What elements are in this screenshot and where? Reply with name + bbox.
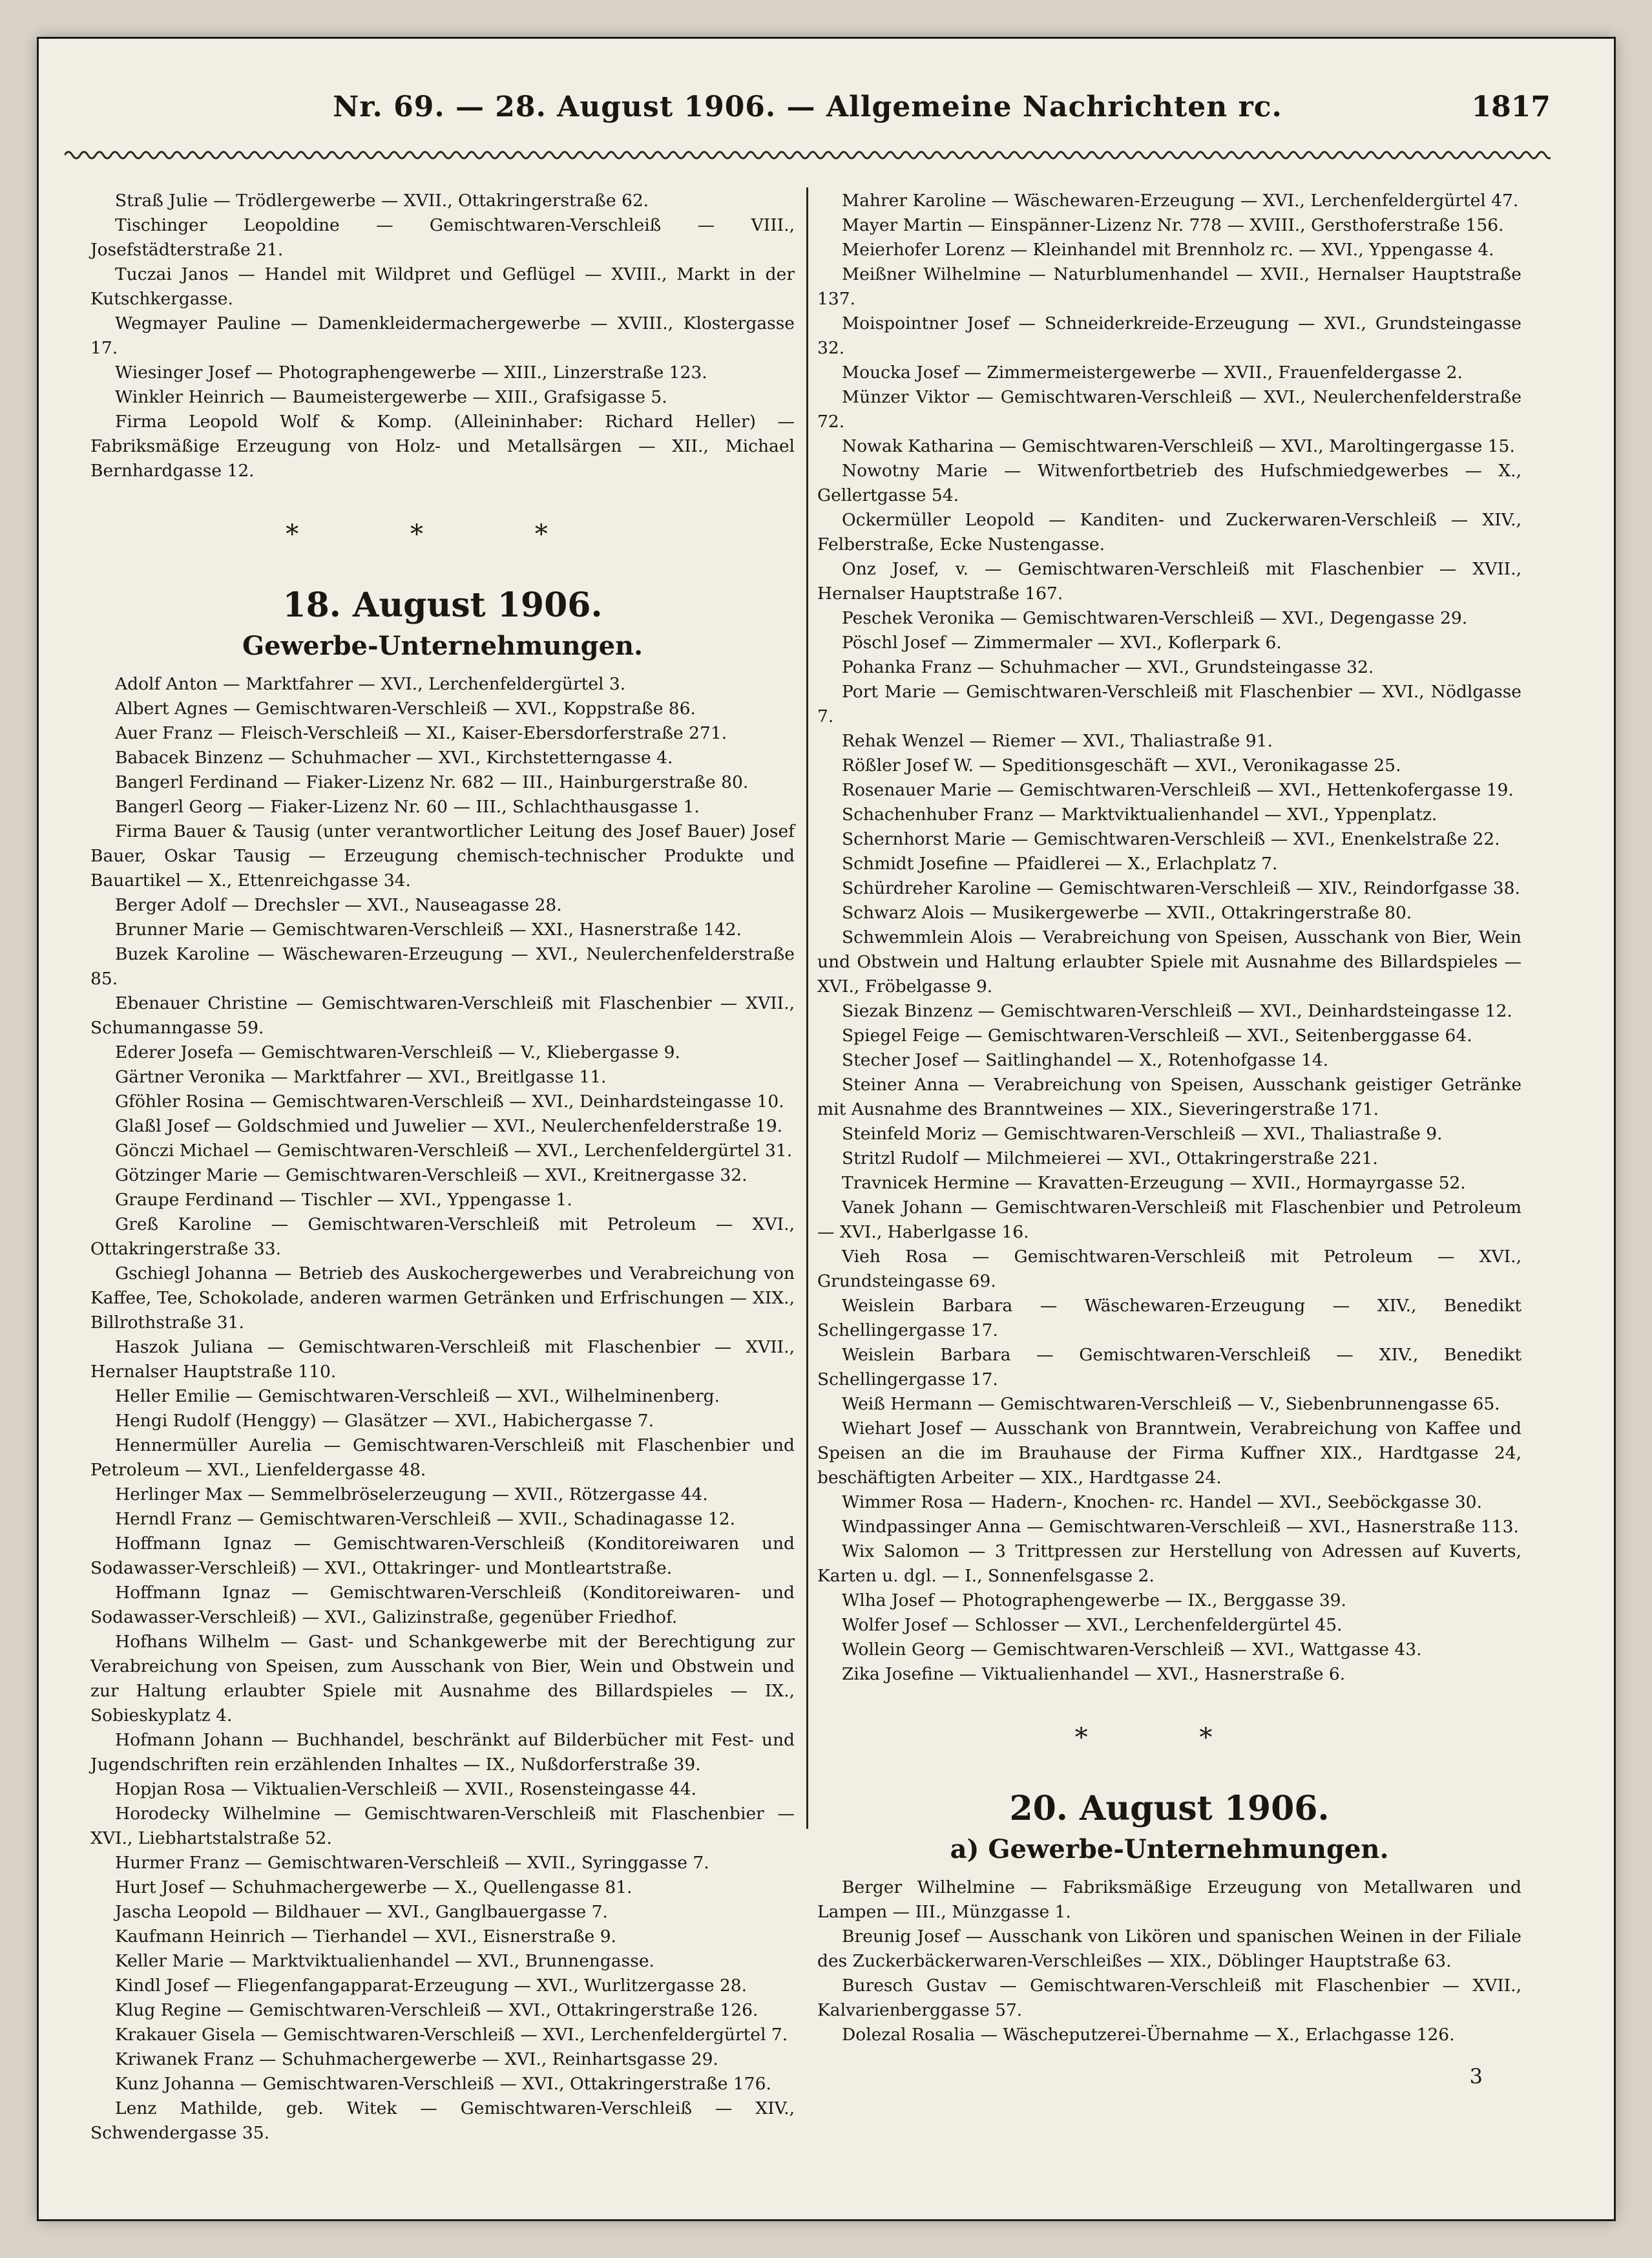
register-entry: Wolfer Josef — Schlosser — XVI., Lerchenfeldergürtel 45.: [842, 1615, 1343, 1635]
register-entry: Kaufmann Heinrich — Tierhandel — XVI., Eisnerstraße 9.: [115, 1926, 616, 1947]
register-entry: Heller Emilie — Gemischtwaren-Verschleiß — XVI., Wilhelminenberg.: [115, 1386, 720, 1406]
register-entry: Ebenauer Christine — Gemischtwaren-Verschleiß mit Flaschenbier — XVII., Schumanngasse 59.: [90, 993, 795, 1038]
page-header: [65, 84, 1551, 136]
register-entry: Hofmann Johann — Buchhandel, beschränkt auf Bilderbücher mit Fest- und Jugendschriften rein erzählenden Inhaltes — IX., Nußdorferstraße 39.: [90, 1730, 795, 1775]
register-entry: Haszok Juliana — Gemischtwaren-Verschleiß mit Flaschenbier — XVII., Hernalser Hauptstraße 110.: [90, 1337, 795, 1382]
register-entry: Tuczai Janos — Handel mit Wildpret und Geflügel — XVIII., Markt in der Kutschkergasse.: [90, 264, 795, 309]
register-entry: Pöschl Josef — Zimmermaler — XVI., Koflerpark 6.: [842, 633, 1282, 653]
register-entry: Greß Karoline — Gemischtwaren-Verschleiß mit Petroleum — XVI., Ottakringerstraße 33.: [90, 1214, 795, 1259]
register-entry: Graupe Ferdinand — Tischler — XVI., Yppengasse 1.: [115, 1190, 572, 1210]
register-entry: Rößler Josef W. — Speditionsgeschäft — XVI., Veronikagasse 25.: [842, 755, 1401, 776]
register-entry: Hoffmann Ignaz — Gemischtwaren-Verschleiß (Konditoreiwaren und Sodawasser-Verschleiß) — XVI., Ottakringer- und Montleartstraße.: [90, 1534, 795, 1578]
left-entries-part2: [90, 672, 795, 2146]
date-heading-20-august: 20. August 1906.: [1009, 1789, 1330, 1828]
register-entry: Auer Franz — Fleisch-Verschleiß — XI., Kaiser-Ebersdorferstraße 271.: [115, 723, 727, 743]
running-title: Nr. 69. — 28. August 1906. — Allgemeine Nachrichten rc.: [333, 90, 1282, 123]
register-entry: Meierhofer Lorenz — Kleinhandel mit Brennholz rc. — XVI., Yppengasse 4.: [842, 240, 1494, 260]
register-entry: Kunz Johanna — Gemischtwaren-Verschleiß — XVI., Ottakringerstraße 176.: [115, 2074, 771, 2094]
register-entry: Lenz Mathilde, geb. Witek — Gemischtwaren-Verschleiß — XIV., Schwendergasse 35.: [90, 2098, 795, 2143]
register-entry: Weislein Barbara — Wäschewaren-Erzeugung — XIV., Benedikt Schellingergasse 17.: [817, 1296, 1521, 1340]
register-entry: Tischinger Leopoldine — Gemischtwaren-Verschleiß — VIII., Josefstädterstraße 21.: [90, 215, 795, 260]
register-entry: Wix Salomon — 3 Trittpressen zur Herstellung von Adressen auf Kuverts, Karten u. dgl. — I., Sonnenfelsgasse 2.: [817, 1541, 1521, 1586]
register-entry: Gönczi Michael — Gemischtwaren-Verschleiß — XVI., Lerchenfeldergürtel 31.: [115, 1141, 793, 1161]
register-entry: Nowotny Marie — Witwenfortbetrieb des Hufschmiedgewerbes — X., Gellertgasse 54.: [817, 461, 1521, 505]
register-entry: Klug Regine — Gemischtwaren-Verschleiß — XVI., Ottakringerstraße 126.: [115, 2000, 758, 2020]
register-entry: Wlha Josef — Photographengewerbe — IX., Berggasse 39.: [842, 1590, 1346, 1610]
register-entry: Wegmayer Pauline — Damenkleidermachergewerbe — XVIII., Klostergasse 17.: [90, 313, 795, 358]
date-heading-18-august: 18. August 1906.: [282, 586, 603, 625]
left-column: [90, 189, 795, 2146]
header-wavy-rule: [65, 147, 1551, 163]
register-entry: Steiner Anna — Verabreichung von Speisen, Ausschank geistiger Getränke mit Ausnahme des Branntweines — XIX., Sieveringerstraße 171.: [817, 1075, 1521, 1119]
register-entry: Münzer Viktor — Gemischtwaren-Verschleiß — XVI., Neulerchenfelderstraße 72.: [817, 387, 1521, 432]
page-number: 1817: [1471, 90, 1551, 123]
register-entry: Hengi Rudolf (Henggy) — Glasätzer — XVI., Habichergasse 7.: [115, 1411, 654, 1431]
register-entry: Gärtner Veronika — Marktfahrer — XVI., Breitlgasse 11.: [115, 1067, 607, 1087]
register-entry: Babacek Binzenz — Schuhmacher — XVI., Kirchstetterngasse 4.: [115, 748, 673, 768]
register-entry: Herlinger Max — Semmelbröselerzeugung — XVII., Rötzergasse 44.: [115, 1484, 708, 1504]
register-entry: Moispointner Josef — Schneiderkreide-Erzeugung — XVI., Grundsteingasse 32.: [817, 313, 1521, 358]
register-entry: Schwemmlein Alois — Verabreichung von Speisen, Ausschank von Bier, Wein und Obstwein und Haltung erlaubter Spiele mit Ausnahme des Billardspieles — XVI., Fröbelgasse 9.: [817, 927, 1521, 997]
section-subheading-right: a) Gewerbe-Unternehmungen.: [950, 1834, 1389, 1864]
right-column: [817, 189, 1521, 2089]
register-entry: Onz Josef, v. — Gemischtwaren-Verschleiß mit Flaschenbier — XVII., Hernalser Hauptstraße 167.: [817, 559, 1521, 604]
register-entry: Berger Adolf — Drechsler — XVI., Nauseagasse 28.: [115, 895, 562, 915]
register-entry: Brunner Marie — Gemischtwaren-Verschleiß — XXI., Hasnerstraße 142.: [115, 920, 742, 940]
register-entry: Hopjan Rosa — Viktualien-Verschleiß — XVII., Rosensteingasse 44.: [115, 1779, 697, 1799]
register-entry: Krakauer Gisela — Gemischtwaren-Verschleiß — XVI., Lerchenfeldergürtel 7.: [115, 2025, 788, 2045]
register-entry: Wiehart Josef — Ausschank von Branntwein, Verabreichung von Kaffee und Speisen an die im Brauhause der Firma Kuffner XIX., Hardtgasse 24, beschäftigten Arbeiter — XIX., Hardtgasse 24.: [817, 1419, 1521, 1488]
section-stars-right: * *: [1074, 1723, 1264, 1753]
register-entry: Hurt Josef — Schuhmachergewerbe — X., Quellengasse 81.: [115, 1877, 633, 1897]
section-subheading: Gewerbe-Unternehmungen.: [242, 631, 643, 661]
register-entry: Dolezal Rosalia — Wäscheputzerei-Übernahme — X., Erlachgasse 126.: [842, 2025, 1455, 2045]
register-entry: Schwarz Alois — Musikergewerbe — XVII., Ottakringerstraße 80.: [842, 903, 1412, 923]
register-entry: Kriwanek Franz — Schuhmachergewerbe — XVI., Reinhartsgasse 29.: [115, 2049, 718, 2069]
section-stars: * * *: [286, 520, 600, 549]
register-entry: Travnicek Hermine — Kravatten-Erzeugung — XVII., Hormayrgasse 52.: [842, 1173, 1466, 1193]
register-entry: Weislein Barbara — Gemischtwaren-Verschleiß — XIV., Benedikt Schellingergasse 17.: [817, 1345, 1521, 1389]
register-entry: Horodecky Wilhelmine — Gemischtwaren-Verschleiß mit Flaschenbier — XVI., Liebhartstalstraße 52.: [90, 1804, 795, 1848]
register-entry: Wimmer Rosa — Hadern-, Knochen- rc. Handel — XVI., Seeböckgasse 30.: [842, 1492, 1482, 1512]
column-divider: [806, 187, 808, 1829]
register-entry: Wollein Georg — Gemischtwaren-Verschleiß — XVI., Wattgasse 43.: [842, 1640, 1422, 1660]
register-entry: Hurmer Franz — Gemischtwaren-Verschleiß — XVII., Syringgasse 7.: [115, 1853, 709, 1873]
register-entry: Gföhler Rosina — Gemischtwaren-Verschleiß — XVI., Deinhardsteingasse 10.: [115, 1092, 784, 1112]
register-entry: Windpassinger Anna — Gemischtwaren-Verschleiß — XVI., Hasnerstraße 113.: [842, 1517, 1519, 1537]
register-entry: Weiß Hermann — Gemischtwaren-Verschleiß — V., Siebenbrunnengasse 65.: [842, 1394, 1500, 1414]
register-entry: Mahrer Karoline — Wäschewaren-Erzeugung — XVI., Lerchenfeldergürtel 47.: [842, 191, 1519, 211]
register-entry: Jascha Leopold — Bildhauer — XVI., Ganglbauergasse 7.: [115, 1902, 608, 1922]
register-entry: Glaßl Josef — Goldschmied und Juwelier — XVI., Neulerchenfelderstraße 19.: [115, 1116, 783, 1136]
register-entry: Mayer Martin — Einspänner-Lizenz Nr. 778 — XVIII., Gersthoferstraße 156.: [842, 215, 1504, 235]
register-entry: Stecher Josef — Saitlinghandel — X., Rotenhofgasse 14.: [842, 1050, 1329, 1070]
register-entry: Rehak Wenzel — Riemer — XVI., Thaliastraße 91.: [842, 731, 1273, 751]
register-entry: Buresch Gustav — Gemischtwaren-Verschleiß mit Flaschenbier — XVII., Kalvarienberggasse 57.: [817, 1976, 1521, 2020]
register-entry: Vanek Johann — Gemischtwaren-Verschleiß mit Flaschenbier und Petroleum — XVI., Haberlgasse 16.: [817, 1198, 1521, 1242]
register-entry: Breunig Josef — Ausschank von Likören und spanischen Weinen in der Filiale des Zuckerbäckerwaren-Verschleißes — XIX., Döblinger Hauptstraße 63.: [817, 1926, 1521, 1971]
register-entry: Nowak Katharina — Gemischtwaren-Verschleiß — XVI., Maroltingergasse 15.: [842, 436, 1515, 456]
register-entry: Wiesinger Josef — Photographengewerbe — XIII., Linzerstraße 123.: [115, 363, 707, 383]
footer-number: 3: [1469, 2064, 1483, 2089]
register-entry: Albert Agnes — Gemischtwaren-Verschleiß — XVI., Koppstraße 86.: [115, 699, 696, 719]
register-entry: Peschek Veronika — Gemischtwaren-Verschleiß — XVI., Degengasse 29.: [842, 608, 1468, 628]
register-entry: Winkler Heinrich — Baumeistergewerbe — XIII., Grafsigasse 5.: [115, 387, 667, 407]
right-entries-part1: [817, 189, 1521, 1687]
register-entry: Berger Wilhelmine — Fabriksmäßige Erzeugung von Metallwaren und Lampen — III., Münzgasse 1.: [817, 1877, 1521, 1922]
register-entry: Schmidt Josefine — Pfaidlerei — X., Erlachplatz 7.: [842, 854, 1278, 874]
register-entry: Rosenauer Marie — Gemischtwaren-Verschleiß — XVI., Hettenkofergasse 19.: [842, 780, 1514, 800]
register-entry: Firma Bauer & Tausig (unter verantwortlicher Leitung des Josef Bauer) Josef Bauer, Oskar Tausig — Erzeugung chemisch-technischer Produkte und Bauartikel — X., Ettenreichgasse 34.: [90, 821, 795, 891]
register-entry: Ockermüller Leopold — Kanditen- und Zuckerwaren-Verschleiß — XIV., Felberstraße, Ecke Nustengasse.: [817, 510, 1521, 554]
register-entry: Moucka Josef — Zimmermeistergewerbe — XVII., Frauenfeldergasse 2.: [842, 363, 1463, 383]
left-entries-part1: [90, 189, 795, 483]
register-entry: Herndl Franz — Gemischtwaren-Verschleiß — XVII., Schadinagasse 12.: [115, 1509, 735, 1529]
register-entry: Schernhorst Marie — Gemischtwaren-Verschleiß — XVI., Enenkelstraße 22.: [842, 829, 1500, 849]
register-entry: Zika Josefine — Viktualienhandel — XVI., Hasnerstraße 6.: [842, 1664, 1346, 1684]
register-entry: Vieh Rosa — Gemischtwaren-Verschleiß mit Petroleum — XVI., Grundsteingasse 69.: [817, 1247, 1521, 1291]
register-entry: Buzek Karoline — Wäschewaren-Erzeugung — XVI., Neulerchenfelderstraße 85.: [90, 944, 795, 989]
register-entry: Götzinger Marie — Gemischtwaren-Verschleiß — XVI., Kreitnergasse 32.: [115, 1165, 748, 1185]
register-entry: Firma Leopold Wolf & Komp. (Alleininhaber: Richard Heller) — Fabriksmäßige Erzeugung von Holz- und Metallsärgen — XII., Michael Bernhardgasse 12.: [90, 412, 795, 481]
register-entry: Hofhans Wilhelm — Gast- und Schankgewerbe mit der Berechtigung zur Verabreichung von Speisen, zum Ausschank von Bier, Wein und Obstwein und zur Haltung erlaubter Spiele mit Ausnahme des Billardspieles — IX., Sobieskyplatz 4.: [90, 1632, 795, 1725]
register-entry: Bangerl Ferdinand — Fiaker-Lizenz Nr. 682 — III., Hainburgerstraße 80.: [115, 772, 749, 792]
register-entry: Keller Marie — Marktviktualienhandel — XVI., Brunnengasse.: [115, 1951, 654, 1971]
right-entries-part2: [817, 1875, 1521, 2047]
register-entry: Siezak Binzenz — Gemischtwaren-Verschleiß — XVI., Deinhardsteingasse 12.: [842, 1001, 1512, 1021]
register-entry: Spiegel Feige — Gemischtwaren-Verschleiß — XVI., Seitenberggasse 64.: [842, 1026, 1472, 1046]
register-entry: Steinfeld Moriz — Gemischtwaren-Verschleiß — XVI., Thaliastraße 9.: [842, 1124, 1443, 1144]
register-entry: Stritzl Rudolf — Milchmeierei — XVI., Ottakringerstraße 221.: [842, 1148, 1378, 1168]
register-entry: Adolf Anton — Marktfahrer — XVI., Lerchenfeldergürtel 3.: [115, 674, 626, 694]
register-entry: Meißner Wilhelmine — Naturblumenhandel — XVII., Hernalser Hauptstraße 137.: [817, 264, 1521, 309]
register-entry: Kindl Josef — Fliegenfangapparat-Erzeugung — XVI., Wurlitzergasse 28.: [115, 1976, 748, 1996]
register-entry: Hennermüller Aurelia — Gemischtwaren-Verschleiß mit Flaschenbier und Petroleum — XVI., Lienfeldergasse 48.: [90, 1435, 795, 1480]
register-entry: Schachenhuber Franz — Marktviktualienhandel — XVI., Yppenplatz.: [842, 805, 1438, 825]
register-entry: Gschiegl Johanna — Betrieb des Auskochergewerbes und Verabreichung von Kaffee, Tee, Schokolade, anderen warmen Getränken und Erfrischungen — XIX., Billrothstraße 31.: [90, 1263, 795, 1333]
register-entry: Schürdreher Karoline — Gemischtwaren-Verschleiß — XIV., Reindorfgasse 38.: [842, 878, 1520, 898]
register-entry: Bangerl Georg — Fiaker-Lizenz Nr. 60 — III., Schlachthausgasse 1.: [115, 797, 700, 817]
register-entry: Pohanka Franz — Schuhmacher — XVI., Grundsteingasse 32.: [842, 657, 1374, 677]
register-entry: Port Marie — Gemischtwaren-Verschleiß mit Flaschenbier — XVI., Nödlgasse 7.: [817, 682, 1521, 726]
register-entry: Straß Julie — Trödlergewerbe — XVII., Ottakringerstraße 62.: [115, 191, 649, 211]
register-entry: Hoffmann Ignaz — Gemischtwaren-Verschleiß (Konditoreiwaren- und Sodawasser-Verschleiß) — XVI., Galizinstraße, gegenüber Friedhof.: [90, 1583, 795, 1627]
register-entry: Ederer Josefa — Gemischtwaren-Verschleiß — V., Kliebergasse 9.: [115, 1042, 680, 1062]
